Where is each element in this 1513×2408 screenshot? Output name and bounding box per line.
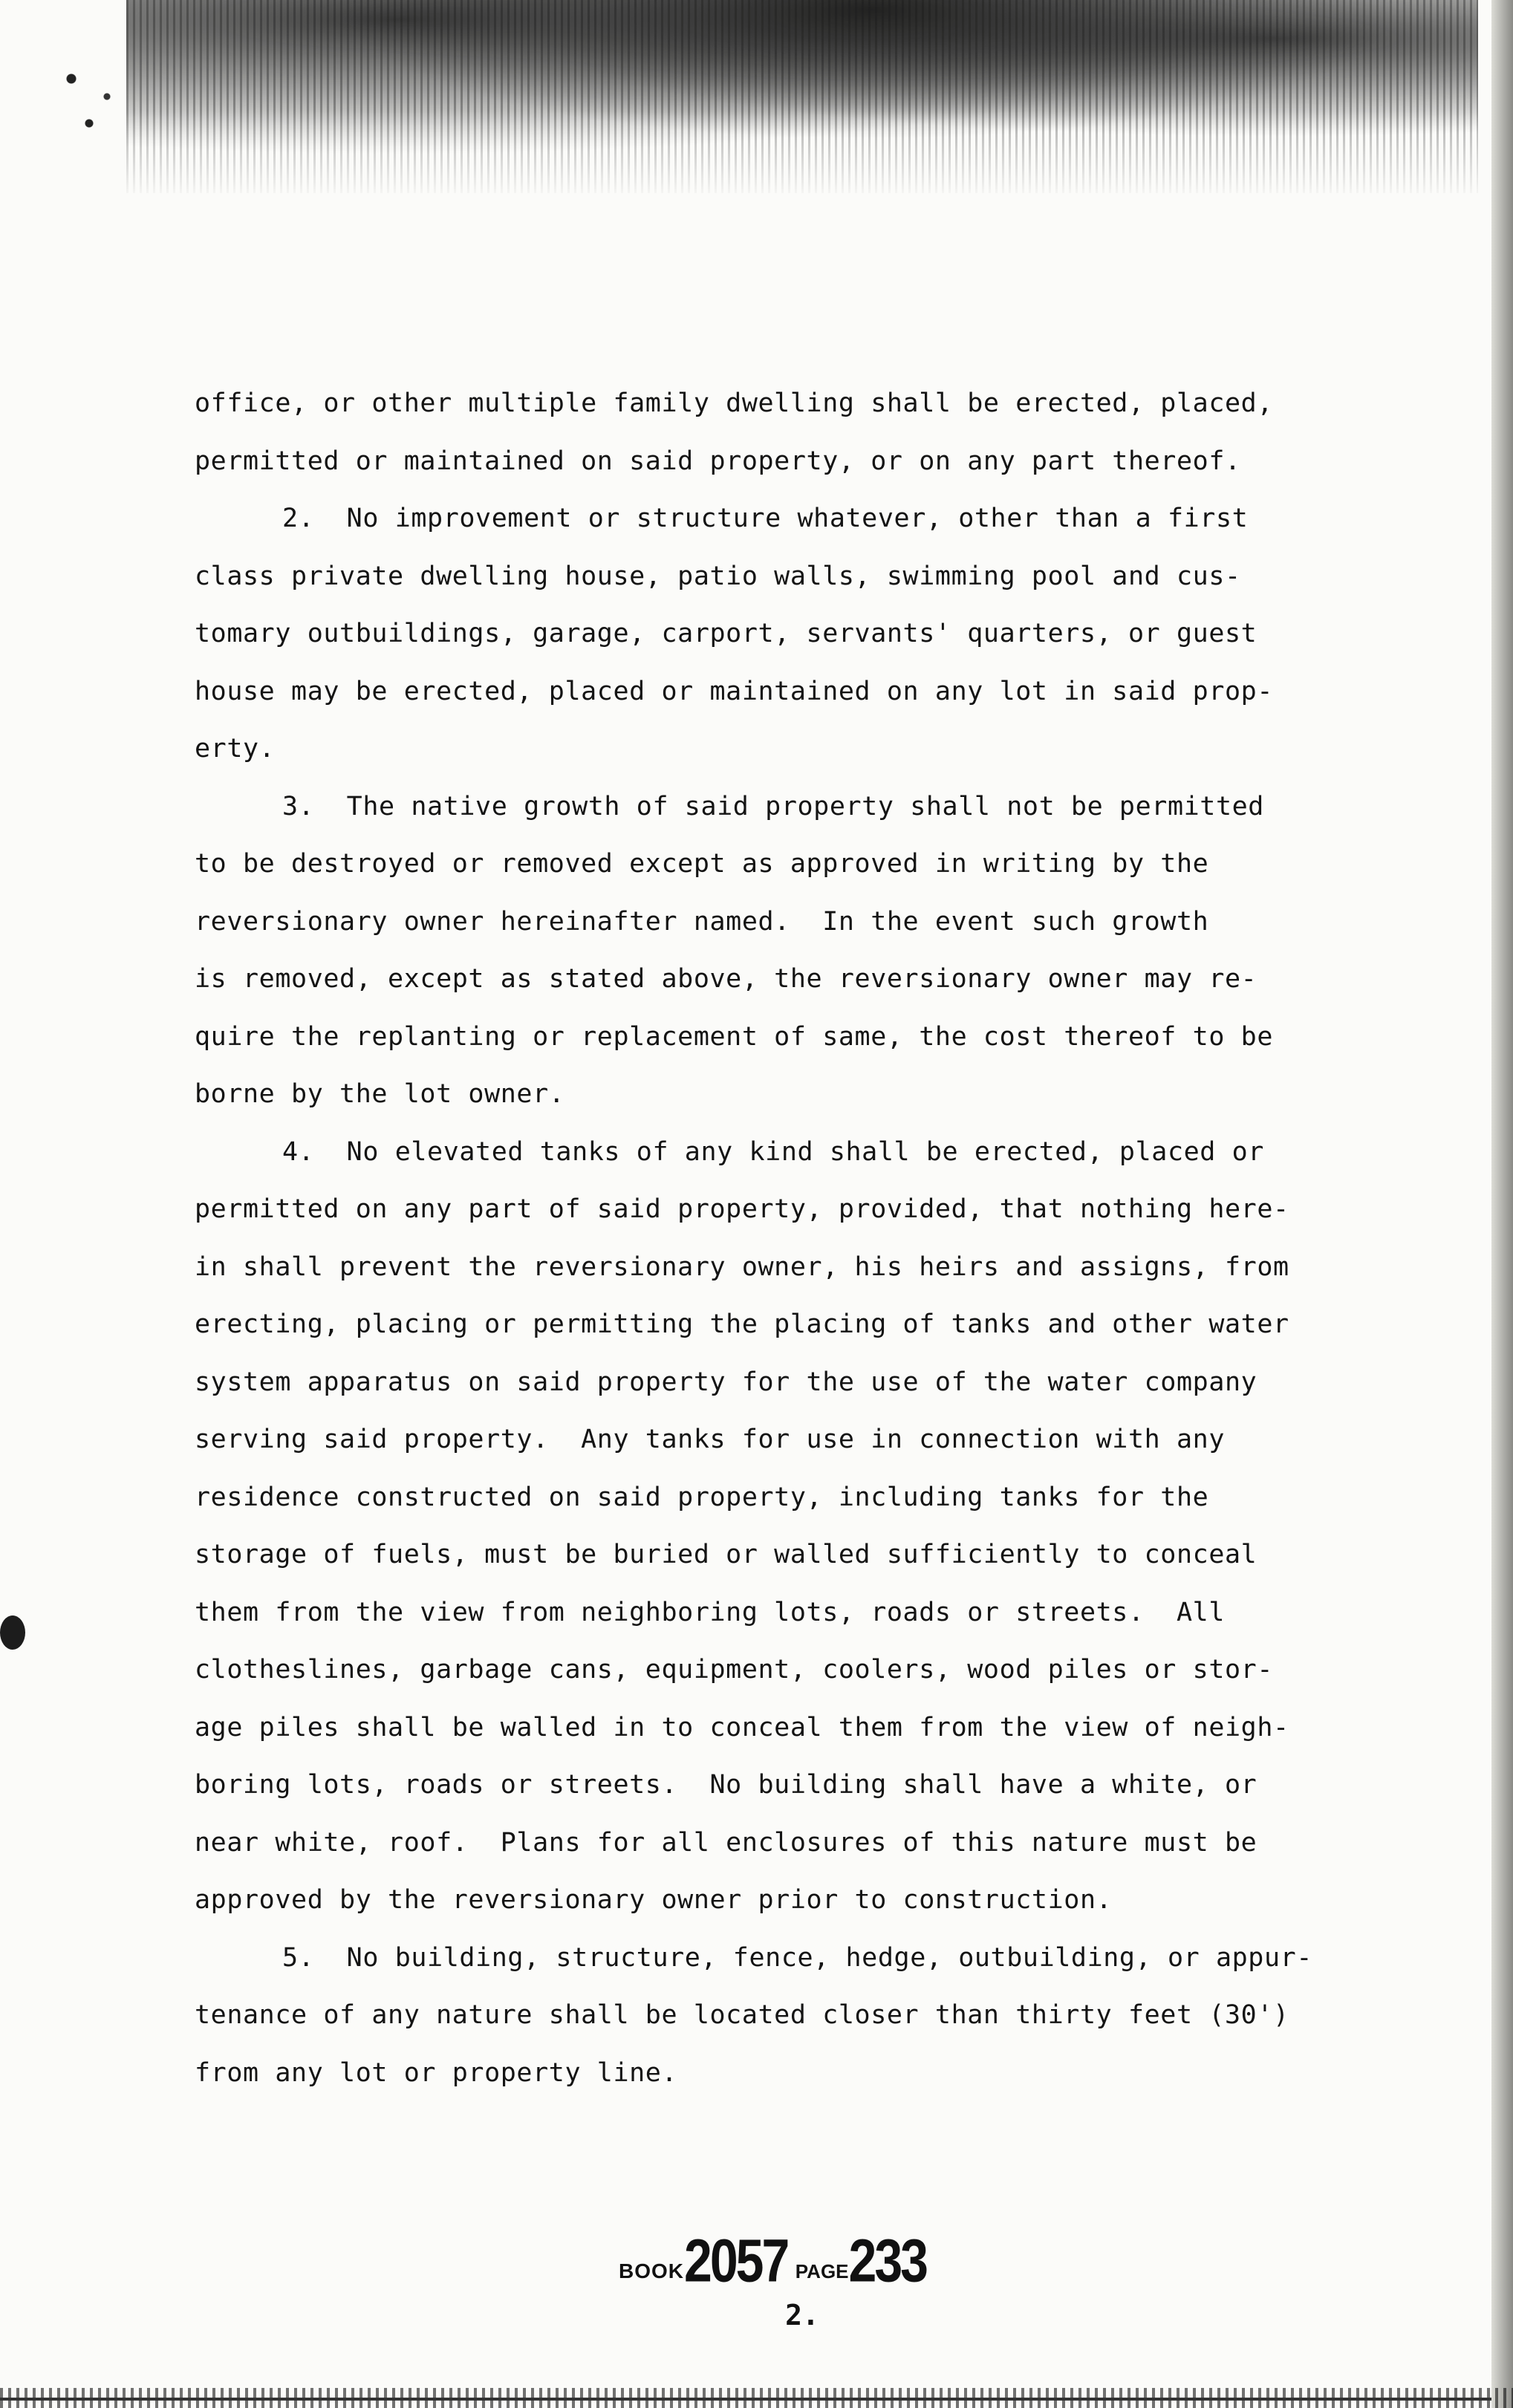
text-line: erty.	[195, 734, 276, 764]
text-line: tenance of any nature shall be located closer than thirty feet (30')	[195, 2000, 1289, 2030]
text-line: residence constructed on said property, including tanks for the	[195, 1482, 1209, 1512]
text-line: system apparatus on said property for the use of the water company	[195, 1367, 1257, 1397]
text-line: from any lot or property line.	[195, 2057, 678, 2088]
text-line: erecting, placing or permitting the placing of tanks and other water	[195, 1309, 1289, 1339]
book-number: 2057	[684, 2227, 788, 2295]
text-line: house may be erected, placed or maintained on any lot in said prop-	[195, 676, 1274, 706]
text-line: serving said property. Any tanks for use in connection with any	[195, 1425, 1225, 1454]
body-text	[195, 375, 1376, 2102]
text-line: boring lots, roads or streets. No building shall have a white, or	[195, 1770, 1257, 1800]
text-line: office, or other multiple family dwelling shall be erected, placed,	[195, 388, 1274, 418]
text-line: approved by the reversionary owner prior to construction.	[195, 1885, 1113, 1915]
text-line: 4. No elevated tanks of any kind shall be erected, placed or	[282, 1136, 1264, 1167]
scan-blot	[0, 1615, 25, 1650]
text-line: permitted on any part of said property, provided, that nothing here-	[195, 1194, 1289, 1224]
text-line: clotheslines, garbage cans, equipment, coolers, wood piles or stor-	[195, 1655, 1274, 1685]
text-line: borne by the lot owner.	[195, 1079, 565, 1109]
text-line: 3. The native growth of said property shall not be permitted	[282, 791, 1264, 821]
text-line: to be destroyed or removed except as approved in writing by the	[195, 849, 1209, 879]
scan-bottom-line	[0, 2398, 1491, 2401]
text-line: class private dwelling house, patio walls, swimming pool and cus-	[195, 561, 1241, 591]
text-line: them from the view from neighboring lots, roads or streets. All	[195, 1597, 1225, 1627]
text-line: 2. No improvement or structure whatever, other than a first	[282, 504, 1249, 533]
text-line: reversionary owner hereinafter named. In the event such growth	[195, 906, 1209, 937]
text-line: near white, roof. Plans for all enclosures of this nature must be	[195, 1827, 1257, 1858]
text-line: permitted or maintained on said property, or on any part thereof.	[195, 446, 1241, 476]
page-label: PAGE	[795, 2260, 849, 2282]
text-line: age piles shall be walled in to conceal them from the view of neigh-	[195, 1712, 1289, 1742]
text-line: in shall prevent the reversionary owner, his heirs and assigns, from	[195, 1252, 1289, 1282]
text-line: storage of fuels, must be buried or walled sufficiently to conceal	[195, 1540, 1257, 1569]
scan-specks	[45, 52, 134, 141]
recording-reference	[579, 2227, 966, 2295]
text-line: 5. No building, structure, fence, hedge, outbuilding, or appur-	[282, 1942, 1312, 1973]
scan-edge-right	[1491, 0, 1513, 2408]
text-line: quire the replanting or replacement of same, the cost thereof to be	[195, 1021, 1274, 1052]
text-line: tomary outbuildings, garage, carport, servants' quarters, or guest	[195, 619, 1257, 648]
scan-noise-fade	[126, 111, 1478, 201]
book-label: BOOK	[619, 2259, 685, 2282]
text-line: is removed, except as stated above, the reversionary owner may re-	[195, 964, 1257, 994]
page-number: 2.	[785, 2299, 819, 2331]
page-reference: 233	[848, 2227, 926, 2295]
